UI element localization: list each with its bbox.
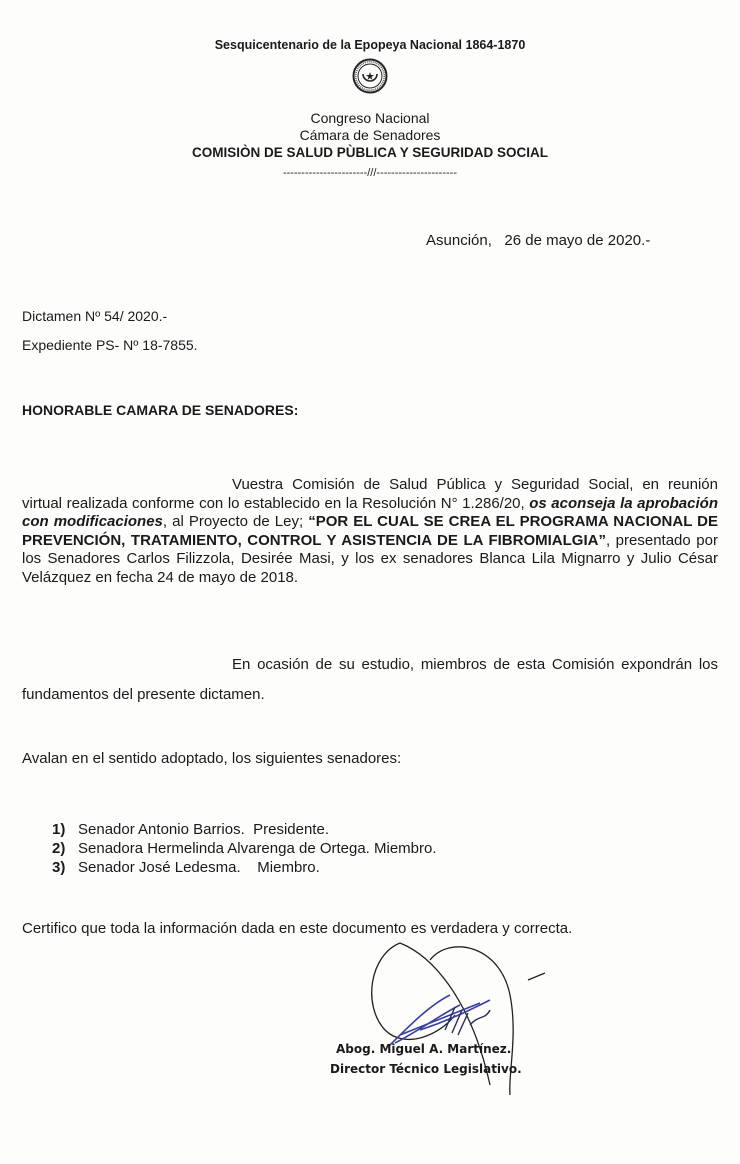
list-item <box>52 839 437 858</box>
senator-entry: Senador José Ledesma. Miembro. <box>78 859 320 876</box>
national-seal-icon <box>352 58 388 94</box>
senators-list <box>52 820 437 877</box>
bill-title: “POR EL CUAL SE CREA EL PROGRAMA NACIONAL DE PREVENCIÓN, TRATAMIENTO, CONTROL Y ASISTENCIA DE LA FIBROMIALGIA” <box>22 513 718 549</box>
commission-name: COMISIÒN DE SALUD PÙBLICA Y SEGURIDAD SOCIAL <box>191 145 549 160</box>
endorsement-intro: Avalan en el sentido adoptado, los siguientes senadores: <box>22 750 402 767</box>
main-paragraph <box>22 476 718 587</box>
signatory-title: Director Técnico Legislativo. <box>330 1062 522 1076</box>
list-number: 2) <box>52 840 66 857</box>
expediente-number: Expediente PS- Nº 18-7855. <box>22 337 198 353</box>
dictamen-number: Dictamen Nº 54/ 2020.- <box>22 308 168 324</box>
commemorative-header: Sesquicentenario de la Epopeya Nacional 1864-1870 <box>214 38 526 52</box>
study-paragraph <box>22 650 718 710</box>
paragraph-text: , al Proyecto de Ley; <box>162 513 309 530</box>
salutation: HONORABLE CAMARA DE SENADORES: <box>22 402 299 418</box>
header-separator: -----------------------///---------------------- <box>282 167 457 179</box>
congress-name: Congreso Nacional <box>310 110 430 126</box>
senator-entry: Senadora Hermelinda Alvarenga de Ortega. Miembro. <box>78 840 437 857</box>
chamber-name: Cámara de Senadores <box>299 127 441 143</box>
certification-statement: Certifico que toda la información dada en este documento es verdadera y correcta. <box>22 920 573 937</box>
list-number: 3) <box>52 859 66 876</box>
list-number: 1) <box>52 821 66 838</box>
paragraph-text: En ocasión de su estudio, miembros de esta Comisión expondrán los fundamentos del presente dictamen. <box>22 656 718 703</box>
senator-entry: Senador Antonio Barrios. Presidente. <box>78 821 329 838</box>
paragraph-text: , presentado por los Senadores Carlos Filizzola, Desirée Masi, y los ex senadores Blanca Lila Mignarro y Julio César Velázquez en fecha 24 de mayo de 2018. <box>22 531 718 586</box>
signatory-name: Abog. Miguel A. Martínez. <box>336 1042 512 1056</box>
recommendation-text: os aconseja la aprobación con modificaciones <box>22 494 718 530</box>
document-date: Asunción, 26 de mayo de 2020.- <box>426 232 651 249</box>
paragraph-text: Vuestra Comisión de Salud Pública y Seguridad Social, en reunión virtual realizada conforme con lo establecido en la Resolución N° 1.286/20, <box>22 476 718 512</box>
list-item <box>52 858 437 877</box>
list-item <box>52 820 437 839</box>
